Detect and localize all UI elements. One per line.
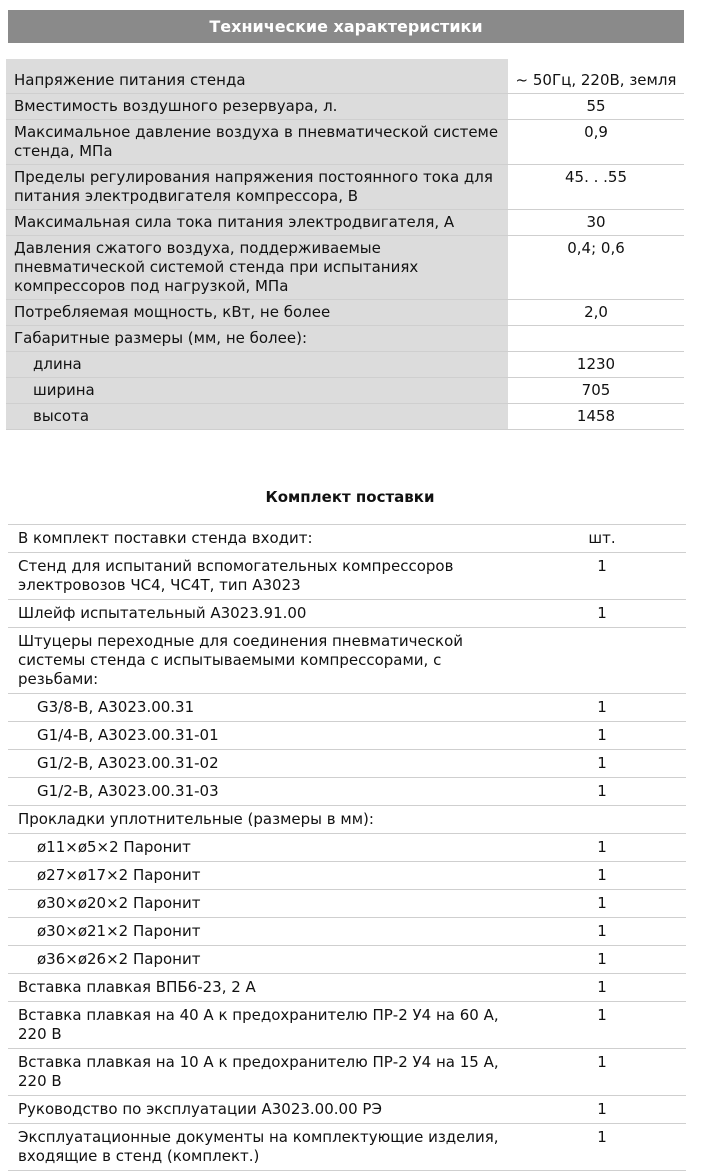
delivery-set-table xyxy=(8,524,686,1171)
kit-row-value: 1 xyxy=(597,698,607,716)
spec-row-value xyxy=(508,326,684,351)
kit-row-label: В комплект поставки стенда входит: xyxy=(18,529,313,547)
kit-row-value: 1 xyxy=(597,726,607,744)
kit-row-value: шт. xyxy=(588,529,616,547)
kit-row-label: Вставка плавкая на 10 А к предохранителю ПР-2 У4 на 15 А, 220 В xyxy=(18,1053,499,1090)
kit-row xyxy=(8,1096,686,1124)
kit-row-value: 1 xyxy=(597,557,607,575)
kit-row xyxy=(8,1002,686,1049)
spec-row-label: высота xyxy=(6,404,508,429)
kit-row-label: ø30×ø21×2 Паронит xyxy=(37,922,201,940)
spec-row xyxy=(6,378,684,404)
kit-row-value: 1 xyxy=(597,838,607,856)
spec-row xyxy=(6,352,684,378)
spec-row-value: 30 xyxy=(586,213,606,231)
spec-row-label: Давления сжатого воздуха, поддерживаемые пневматической системой стенда при испытаниях компрессоров под нагрузкой, МПа xyxy=(6,236,508,299)
kit-row xyxy=(8,974,686,1002)
kit-row-label: ø11×ø5×2 Паронит xyxy=(37,838,191,856)
kit-row-value xyxy=(518,806,686,833)
spec-row-value: 55 xyxy=(586,97,606,115)
kit-row-value: 1 xyxy=(597,604,607,622)
spec-row-value: 0,9 xyxy=(584,123,608,141)
kit-row-label: Вставка плавкая на 40 А к предохранителю ПР-2 У4 на 60 А, 220 В xyxy=(18,1006,499,1043)
kit-row-value: 1 xyxy=(597,1053,607,1071)
spec-row-value: 45. . .55 xyxy=(564,168,627,186)
kit-row xyxy=(8,628,686,694)
spec-row xyxy=(6,94,684,120)
kit-row-value xyxy=(518,628,686,693)
kit-row-label: ø36×ø26×2 Паронит xyxy=(37,950,201,968)
spec-row-value: 0,4; 0,6 xyxy=(567,239,625,257)
kit-row xyxy=(8,1049,686,1096)
spec-row-label: Пределы регулирования напряжения постоянного тока для питания электродвигателя компрессора, В xyxy=(6,165,508,209)
spec-row xyxy=(6,210,684,236)
kit-row-label: ø27×ø17×2 Паронит xyxy=(37,866,201,884)
kit-row xyxy=(8,553,686,600)
kit-row-label: G1/2-В, А3023.00.31-02 xyxy=(37,754,219,772)
spec-row-label: ширина xyxy=(6,378,508,403)
kit-row-label: Эксплуатационные документы на комплектующие изделия, входящие в стенд (комплект.) xyxy=(18,1128,499,1165)
spec-row-label: Габаритные размеры (мм, не более): xyxy=(6,326,508,351)
kit-row-value: 1 xyxy=(597,950,607,968)
kit-row-value: 1 xyxy=(597,1128,607,1146)
kit-row-label: Руководство по эксплуатации А3023.00.00 РЭ xyxy=(18,1100,382,1118)
spec-row xyxy=(6,165,684,210)
kit-row xyxy=(8,862,686,890)
kit-title: Комплект поставки xyxy=(265,488,435,506)
spec-row-value: 2,0 xyxy=(584,303,608,321)
kit-row-value: 1 xyxy=(597,782,607,800)
kit-row xyxy=(8,890,686,918)
kit-row-label: Стенд для испытаний вспомогательных компрессоров электровозов ЧС4, ЧС4Т, тип А3023 xyxy=(18,557,454,594)
kit-row-label: Шлейф испытательный А3023.91.00 xyxy=(18,604,307,622)
spec-row-value: 705 xyxy=(581,381,611,399)
kit-row-label: Прокладки уплотнительные (размеры в мм): xyxy=(18,810,374,828)
kit-row-value: 1 xyxy=(597,894,607,912)
kit-row xyxy=(8,778,686,806)
kit-row xyxy=(8,1124,686,1171)
spec-row-label: длина xyxy=(6,352,508,377)
kit-row xyxy=(8,694,686,722)
spec-row-label: Напряжение питания стенда xyxy=(6,59,508,93)
kit-row-label: G3/8-В, А3023.00.31 xyxy=(37,698,195,716)
spec-row xyxy=(6,300,684,326)
kit-row-value: 1 xyxy=(597,1100,607,1118)
kit-row-value: 1 xyxy=(597,754,607,772)
kit-row-label: ø30×ø20×2 Паронит xyxy=(37,894,201,912)
spec-row-value: 1230 xyxy=(576,355,616,373)
kit-row-label: Штуцеры переходные для соединения пневматической системы стенда с испытываемыми компрессорами, с резьбами: xyxy=(18,632,463,688)
kit-row xyxy=(8,806,686,834)
spec-row-value: ~ 50Гц, 220В, земля xyxy=(515,71,677,89)
kit-row xyxy=(8,600,686,628)
section-title-banner xyxy=(8,10,684,43)
kit-row xyxy=(8,946,686,974)
kit-row-value: 1 xyxy=(597,1006,607,1024)
spec-row-label: Максимальная сила тока питания электродвигателя, А xyxy=(6,210,508,235)
kit-row-label: G1/4-В, А3023.00.31-01 xyxy=(37,726,219,744)
spec-row-label: Вместимость воздушного резервуара, л. xyxy=(6,94,508,119)
kit-row-label: Вставка плавкая ВПБ6-23, 2 А xyxy=(18,978,256,996)
kit-row xyxy=(8,722,686,750)
spec-row-value: 1458 xyxy=(576,407,616,425)
spec-row xyxy=(6,120,684,165)
kit-row xyxy=(8,525,686,553)
spec-row-label: Потребляемая мощность, кВт, не более xyxy=(6,300,508,325)
kit-row-value: 1 xyxy=(597,922,607,940)
spec-row xyxy=(6,236,684,300)
spec-row xyxy=(6,326,684,352)
spec-row-label: Максимальное давление воздуха в пневматической системе стенда, МПа xyxy=(6,120,508,164)
kit-row-label: G1/2-В, А3023.00.31-03 xyxy=(37,782,219,800)
kit-row xyxy=(8,834,686,862)
kit-row xyxy=(8,918,686,946)
kit-row-value: 1 xyxy=(597,978,607,996)
section-title: Технические характеристики xyxy=(209,17,483,36)
specifications-table xyxy=(6,59,684,430)
spec-row xyxy=(6,404,684,430)
kit-row-value: 1 xyxy=(597,866,607,884)
spec-row xyxy=(6,59,684,94)
kit-row xyxy=(8,750,686,778)
